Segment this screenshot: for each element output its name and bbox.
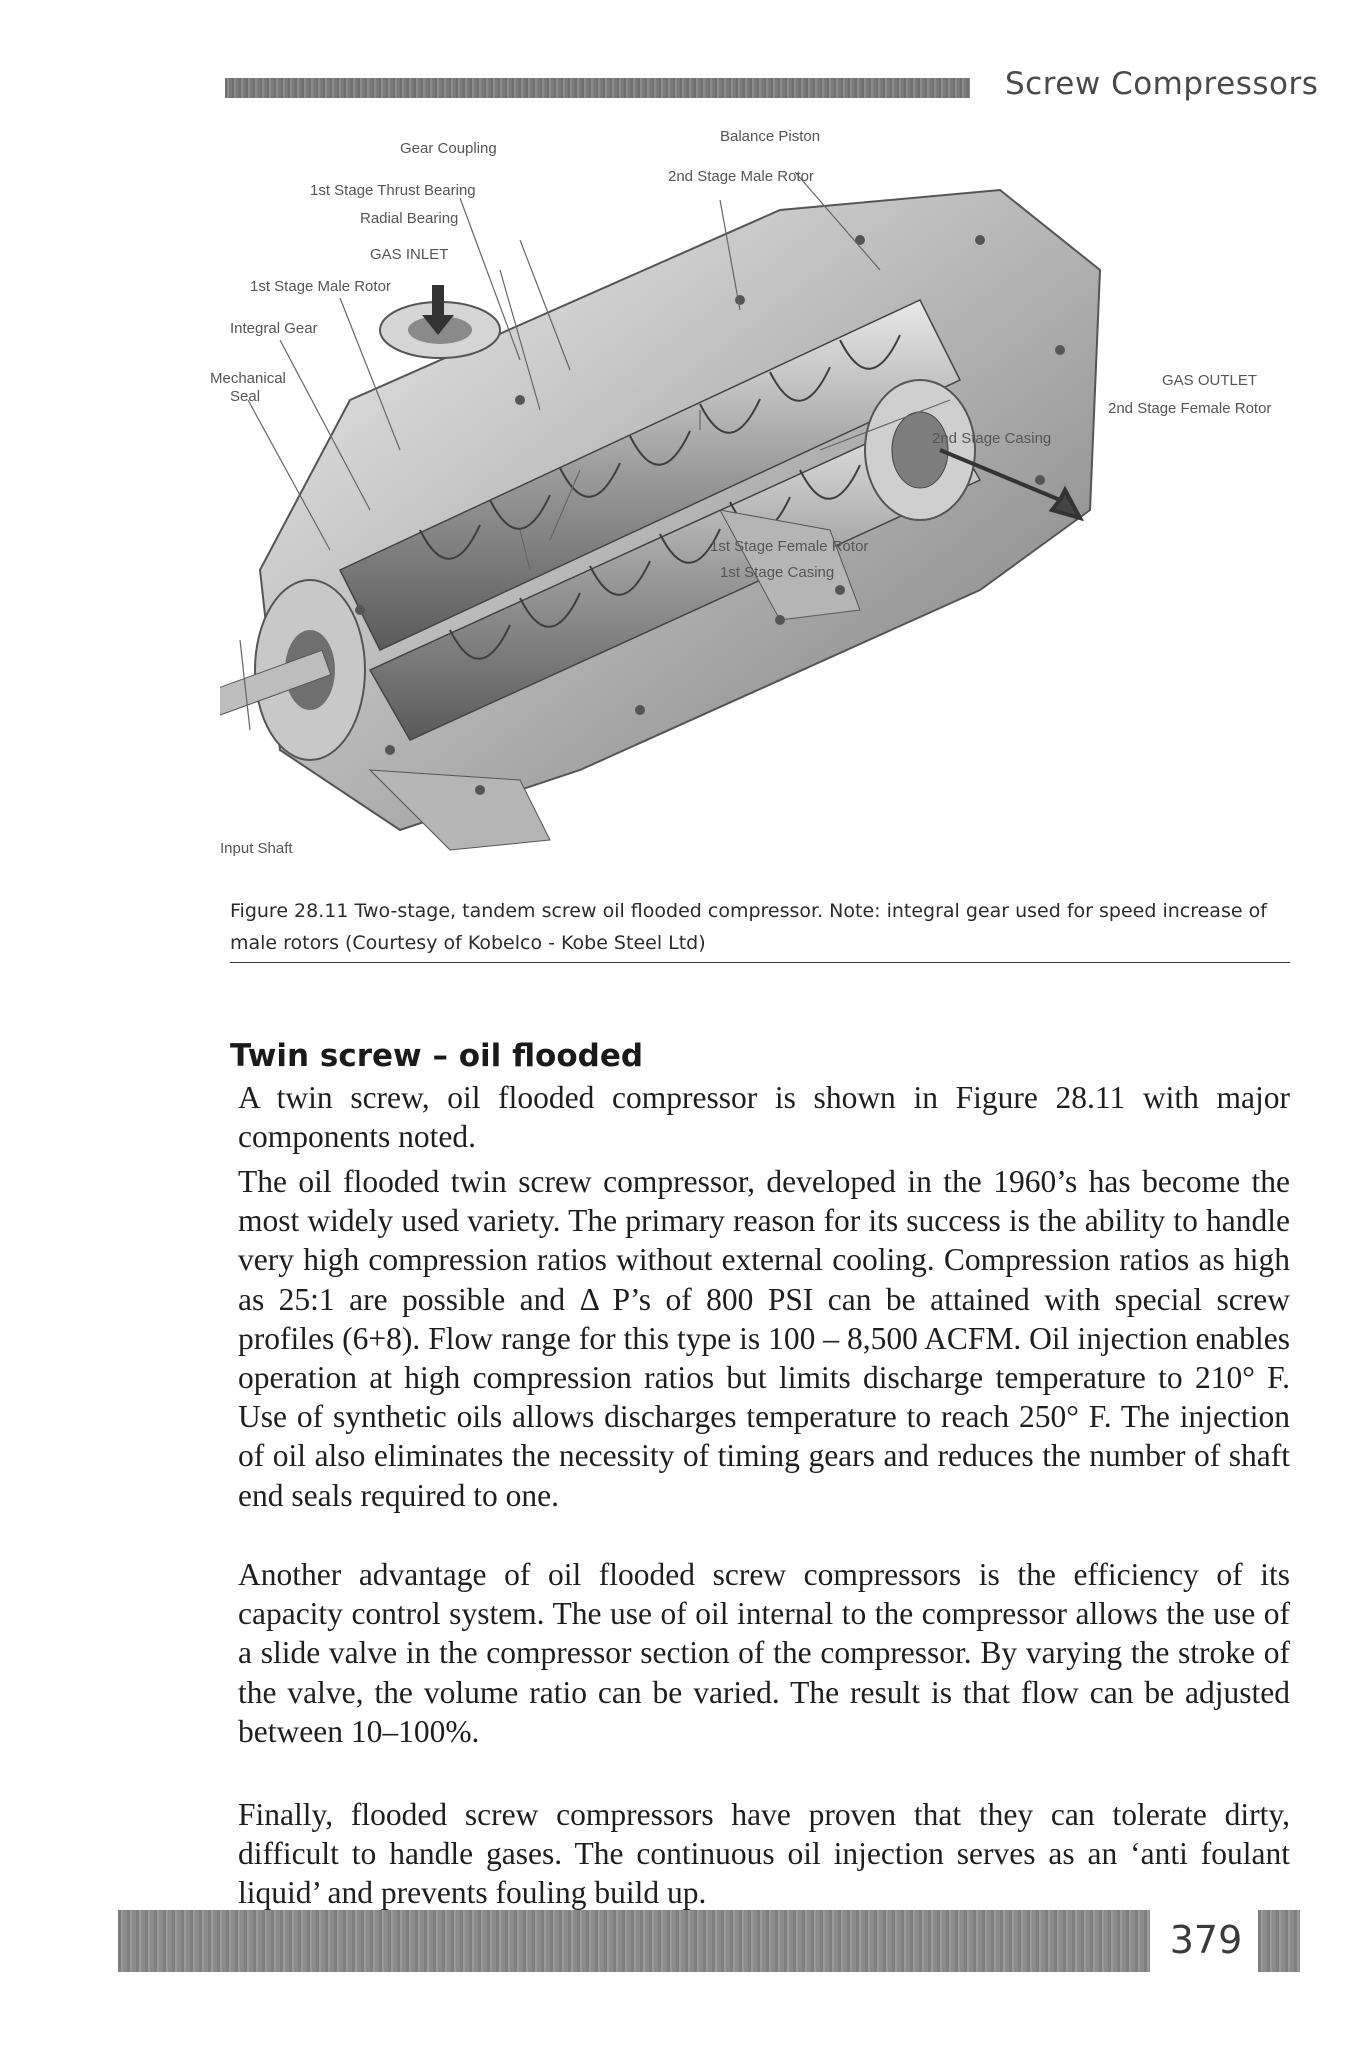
section-heading: Twin screw – oil flooded [230,1038,644,1074]
label-gas-inlet: GAS INLET [370,246,449,263]
label-gear-coupling: Gear Coupling [400,140,497,157]
footer-rule-end [1258,1910,1300,1972]
label-1st-stage-female-rotor: 1st Stage Female Rotor [710,538,869,555]
label-2nd-stage-male-rotor: 2nd Stage Male Rotor [668,168,814,185]
footer-rule [118,1910,1150,1972]
label-input-shaft: Input Shaft [220,840,293,857]
caption-rule [230,962,1290,963]
label-radial-bearing: Radial Bearing [360,210,459,227]
label-1st-stage-casing: 1st Stage Casing [720,564,835,581]
compressor-figure [210,128,1300,870]
label-2nd-stage-female-rotor: 2nd Stage Female Rotor [1108,400,1272,417]
label-balance-piston: Balance Piston [720,128,821,145]
label-1st-stage-thrust-bearing: 1st Stage Thrust Bearing [310,182,476,199]
paragraph: The oil flooded twin screw compressor, developed in the 1960’s has become the most widely used variety. The primary reason for its success is the ability to handle very high compression ratios without external cooling. Compression ratios as high as 25:1 are possible and Δ P’s of 800 PSI can be attained with special screw profiles (6+8). Flow range for this type is 100 – 8,500 ACFM. Oil injection enables operation at high compression ratios but limits discharge temperature to 210° F. Use of synthetic oils allows discharges temperature to reach 250° F. The injection of oil also eliminates the necessity of timing gears and reduces the number of shaft end seals required to one. [238,1164,1290,1513]
label-mechanical: Mechanical [210,370,286,387]
label-gas-outlet: GAS OUTLET [1162,372,1258,389]
label-integral-gear: Integral Gear [230,320,318,337]
label-1st-stage-male-rotor: 1st Stage Male Rotor [250,278,391,295]
label-seal: Seal [230,388,261,405]
paragraph: Another advantage of oil flooded screw compressors is the efficiency of its capacity control system. The use of oil internal to the compressor allows the use of a slide valve in the compressor section of the compressor. By varying the stroke of the valve, the volume ratio can be varied. The result is that flow can be adjusted between 10–100%. [238,1557,1290,1749]
page-number: 379 [1169,1918,1243,1962]
label-2nd-stage-casing: 2nd Stage Casing [932,430,1052,447]
header-rule [225,78,970,98]
paragraph: Finally, flooded screw compressors have proven that they can tolerate dirty, difficult to handle gases. The continuous oil injection serves as an ‘anti foulant liquid’ and prevents fouling build up. [238,1797,1290,1911]
figure-caption: Figure 28.11 Two-stage, tandem screw oil flooded compressor. Note: integral gear used for speed increase of male rotors (Courtesy of Kobelco - Kobe Steel Ltd) [230,900,1267,954]
running-head: Screw Compressors [1005,66,1319,102]
paragraph: A twin screw, oil flooded compressor is shown in Figure 28.11 with major components noted. [238,1080,1290,1155]
